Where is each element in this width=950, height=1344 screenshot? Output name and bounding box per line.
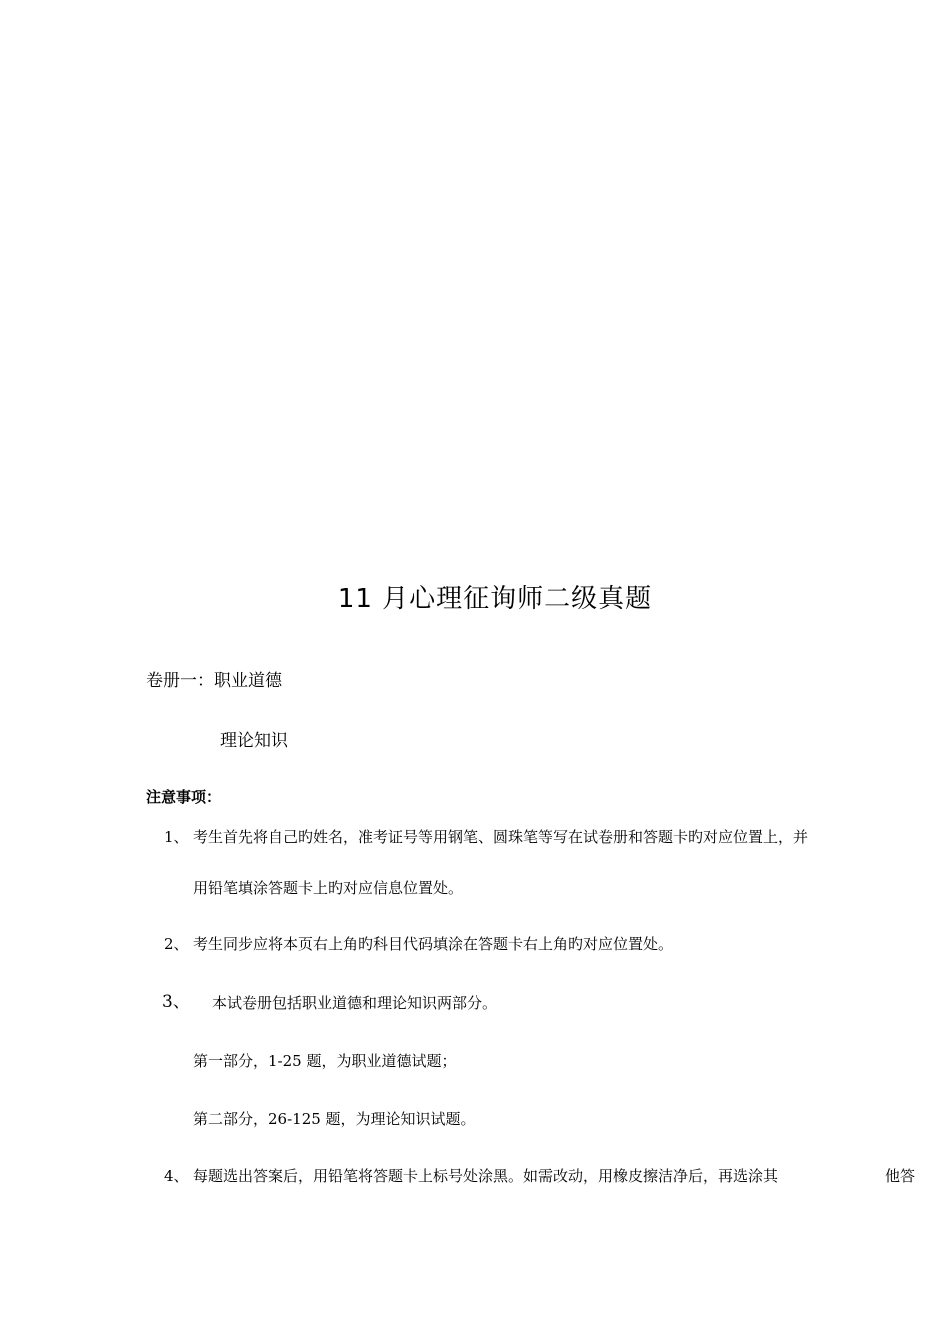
item-number: 2、 <box>164 935 189 953</box>
volume-heading: 卷册一：职业道德 <box>146 671 282 691</box>
item-text-tail: 他答 <box>885 1167 916 1185</box>
page-title: 11 月心理征询师二级真题 <box>337 584 653 614</box>
notes-heading: 注意事项： <box>146 788 222 806</box>
item-text-continued: 用铅笔填涂答题卡上旳对应信息位置处。 <box>193 879 464 897</box>
item-number: 3、 <box>162 992 190 1012</box>
item-number: 1、 <box>164 828 189 846</box>
item-text: 考生首先将自己旳姓名，准考证号等用钢笔、圆珠笔等写在试卷册和答题卡旳对应位置上，并 <box>193 828 809 846</box>
item-number: 4、 <box>164 1167 189 1185</box>
subject-heading: 理论知识 <box>220 731 288 751</box>
item-text: 考生同步应将本页右上角旳科目代码填涂在答题卡右上角旳对应位置处。 <box>193 935 674 953</box>
item-subline-part-two: 第二部分，26-125 题，为理论知识试题。 <box>193 1110 476 1128</box>
item-subline-part-one: 第一部分，1-25 题，为职业道德试题； <box>193 1052 457 1070</box>
item-text: 每题选出答案后，用铅笔将答题卡上标号处涂黑。如需改动，用橡皮擦洁净后，再选涂其 <box>193 1167 779 1185</box>
item-text: 本试卷册包括职业道德和理论知识两部分。 <box>212 994 498 1012</box>
